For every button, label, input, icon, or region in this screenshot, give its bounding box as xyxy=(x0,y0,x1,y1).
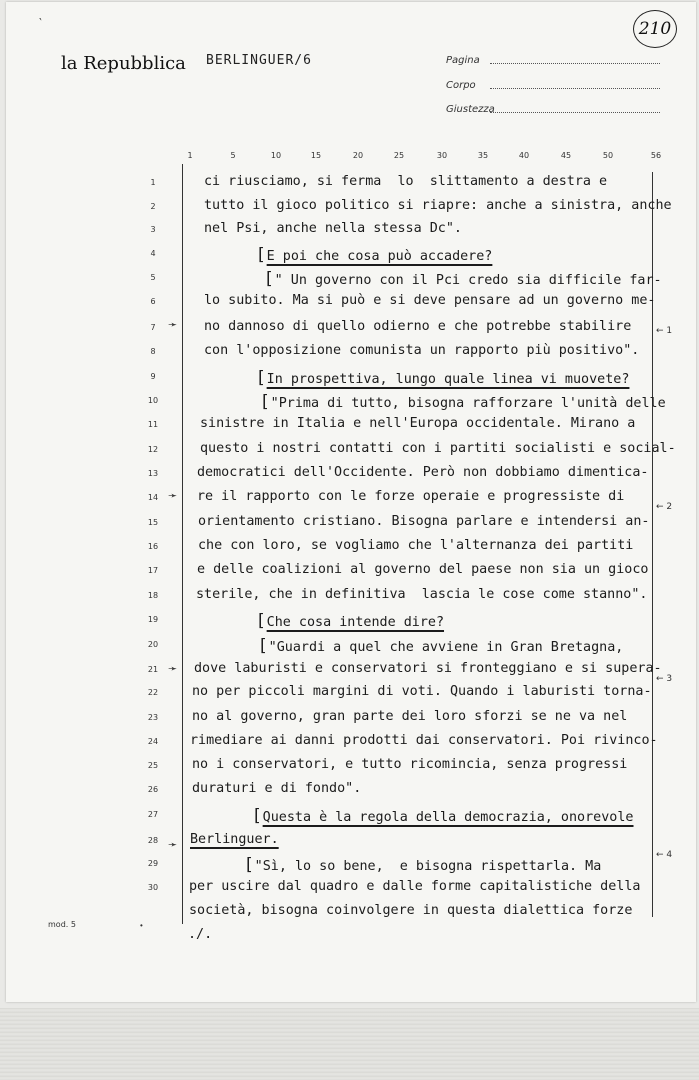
line-number: 18 xyxy=(147,591,159,600)
field-pagina xyxy=(446,55,480,66)
bracket-mark: [ xyxy=(254,806,261,826)
corner-mark: ‵ xyxy=(39,16,42,30)
text-line xyxy=(197,465,648,480)
line-text: tutto il gioco politico si riapre: anche a sinistra, anche xyxy=(204,198,672,213)
line-text: orientamento cristiano. Bisogna parlare e intendersi an- xyxy=(198,514,650,529)
text-line xyxy=(262,392,666,412)
line-text: lo subito. Ma si può e si deve pensare ad un governo me- xyxy=(204,293,656,308)
field-giustezza xyxy=(446,104,495,115)
line-number: 9 xyxy=(150,372,156,381)
line-number: 24 xyxy=(147,737,159,746)
line-number: 28 xyxy=(147,836,159,845)
line-text: per uscire dal quadro e dalle forme capitalistiche della xyxy=(189,879,641,894)
margin-reference: ← 4 xyxy=(656,850,673,860)
interview-question: In prospettiva, lungo quale linea vi muovete? xyxy=(266,372,630,387)
text-line xyxy=(190,733,658,748)
text-line xyxy=(258,245,492,265)
line-number: 27 xyxy=(147,810,159,819)
interview-question: E poi che cosa può accadere? xyxy=(266,249,493,264)
publication-name: la Repubblica xyxy=(61,53,186,74)
line-number: 2 xyxy=(150,202,156,211)
bracket-mark: [ xyxy=(246,855,253,875)
text-line xyxy=(204,343,639,358)
ruler-tick: 25 xyxy=(393,151,405,160)
line-text: sinistre in Italia e nell'Europa occidentale. Mirano a xyxy=(200,416,636,431)
text-line xyxy=(204,174,607,189)
line-number: 20 xyxy=(147,640,159,649)
line-text: "Sì, lo so bene, e bisogna rispettarla. Ma xyxy=(254,859,602,874)
text-line xyxy=(192,757,627,772)
arrow-marker: ➛ xyxy=(168,662,178,675)
line-number: 11 xyxy=(147,420,159,429)
text-line xyxy=(189,879,640,894)
text-line xyxy=(198,538,633,553)
line-number: 19 xyxy=(147,615,159,624)
ruler-tick: 40 xyxy=(518,151,530,160)
line-text: no al governo, gran parte dei loro sforzi se ne va nel xyxy=(192,709,628,724)
text-line xyxy=(200,441,676,456)
text-line xyxy=(260,636,623,656)
line-number: 15 xyxy=(147,518,159,527)
line-text: e delle coalizioni al governo del paese non sia un gioco xyxy=(197,562,649,577)
margin-reference: ← 3 xyxy=(656,674,673,684)
field-label: Pagina xyxy=(446,55,480,66)
text-line xyxy=(266,269,662,289)
line-text: "Guardi a quel che avviene in Gran Bretagna, xyxy=(268,640,624,655)
text-line xyxy=(194,661,662,676)
text-line xyxy=(196,587,647,602)
line-number: 1 xyxy=(150,178,156,187)
article-slug: BERLINGUER/6 xyxy=(206,53,312,68)
ruler-tick: 45 xyxy=(560,151,572,160)
line-text: Berlinguer. xyxy=(190,832,279,847)
field-label: Corpo xyxy=(446,80,476,91)
bracket-mark: [ xyxy=(266,269,273,289)
text-line xyxy=(190,832,279,847)
line-text: " Un governo con il Pci credo sia difficile far- xyxy=(274,273,662,288)
field-corpo xyxy=(446,80,476,91)
scan-background xyxy=(0,1008,699,1080)
ruler-tick: 56 xyxy=(650,151,662,160)
line-number: 10 xyxy=(147,396,159,405)
text-line xyxy=(189,903,632,918)
left-margin-rule xyxy=(182,164,183,924)
line-text: re il rapporto con le forze operaie e progressiste di xyxy=(197,489,625,504)
ruler-tick: 20 xyxy=(352,151,364,160)
ruler-tick: 30 xyxy=(436,151,448,160)
ruler-tick: 50 xyxy=(602,151,614,160)
line-text: sterile, che in definitiva lascia le cose come stanno". xyxy=(196,587,648,602)
text-line xyxy=(254,806,634,826)
line-number: 3 xyxy=(150,225,156,234)
line-number: 8 xyxy=(150,347,156,356)
line-number: 13 xyxy=(147,469,159,478)
line-text: ci riusciamo, si ferma lo slittamento a destra e xyxy=(204,174,608,189)
margin-reference: ← 2 xyxy=(656,502,673,512)
text-line xyxy=(192,684,652,699)
bracket-mark: [ xyxy=(262,392,269,412)
bracket-mark: [ xyxy=(258,611,265,631)
text-line xyxy=(204,198,672,213)
text-line xyxy=(258,368,629,388)
arrow-marker: ➛ xyxy=(168,838,178,851)
line-text: dove laburisti e conservatori si fronteggiano e si supera- xyxy=(194,661,662,676)
line-text: rimediare ai danni prodotti dai conservatori. Poi rivinco- xyxy=(190,733,658,748)
margin-reference: ← 1 xyxy=(656,326,673,336)
line-number: 6 xyxy=(150,297,156,306)
typescript-page xyxy=(6,2,696,1002)
arrow-marker: ➛ xyxy=(168,318,178,331)
line-text: che con loro, se vogliamo che l'alternanza dei partiti xyxy=(198,538,634,553)
line-number: 5 xyxy=(150,273,156,282)
text-line xyxy=(258,611,444,631)
bracket-mark: [ xyxy=(258,368,265,388)
line-number: 25 xyxy=(147,761,159,770)
ruler-tick: 1 xyxy=(187,151,193,160)
line-number: 12 xyxy=(147,445,159,454)
text-line xyxy=(197,489,624,504)
line-number: 16 xyxy=(147,542,159,551)
ruler-tick: 15 xyxy=(310,151,322,160)
text-line xyxy=(200,416,635,431)
line-text: no dannoso di quello odierno e che potrebbe stabilire xyxy=(204,319,632,334)
line-number: 14 xyxy=(147,493,159,502)
line-number: 30 xyxy=(147,883,159,892)
line-number: 17 xyxy=(147,566,159,575)
text-line xyxy=(204,293,655,308)
line-text: democratici dell'Occidente. Però non dobbiamo dimentica- xyxy=(197,465,649,480)
text-line xyxy=(204,319,631,334)
line-number: 4 xyxy=(150,249,156,258)
line-number: 26 xyxy=(147,785,159,794)
line-text: società, bisogna coinvolgere in questa dialettica forze xyxy=(189,903,633,918)
ruler-tick: 5 xyxy=(230,151,236,160)
line-text: no i conservatori, e tutto ricomincia, senza progressi xyxy=(192,757,628,772)
text-line xyxy=(192,781,361,796)
field-label: Giustezza xyxy=(446,104,495,115)
text-line xyxy=(204,221,462,236)
interview-question: Che cosa intende dire? xyxy=(266,615,445,630)
line-text: "Prima di tutto, bisogna rafforzare l'unità delle xyxy=(270,396,666,411)
form-code: mod. 5 xyxy=(48,920,76,929)
line-text: no per piccoli margini di voti. Quando i laburisti torna- xyxy=(192,684,652,699)
line-text: con l'opposizione comunista un rapporto più positivo". xyxy=(204,343,640,358)
bracket-mark: [ xyxy=(260,636,267,656)
margin-dot: • xyxy=(140,921,143,930)
line-number: 7 xyxy=(150,323,156,332)
line-number: 29 xyxy=(147,859,159,868)
text-line xyxy=(246,855,601,875)
handwritten-page-number: 210 xyxy=(633,10,677,48)
text-line xyxy=(198,514,649,529)
line-text: ./. xyxy=(188,927,213,942)
line-text: nel Psi, anche nella stessa Dc". xyxy=(204,221,462,236)
interview-question: Questa è la regola della democrazia, onorevole xyxy=(262,810,634,825)
text-line xyxy=(192,709,627,724)
text-line xyxy=(188,927,212,942)
line-number: 23 xyxy=(147,713,159,722)
bracket-mark: [ xyxy=(258,245,265,265)
ruler-tick: 35 xyxy=(477,151,489,160)
ruler-tick: 10 xyxy=(270,151,282,160)
text-line xyxy=(197,562,648,577)
arrow-marker: ➛ xyxy=(168,489,178,502)
line-text: questo i nostri contatti con i partiti socialisti e social- xyxy=(200,441,676,456)
line-number: 22 xyxy=(147,688,159,697)
line-text: duraturi e di fondo". xyxy=(192,781,362,796)
line-number: 21 xyxy=(147,665,159,674)
